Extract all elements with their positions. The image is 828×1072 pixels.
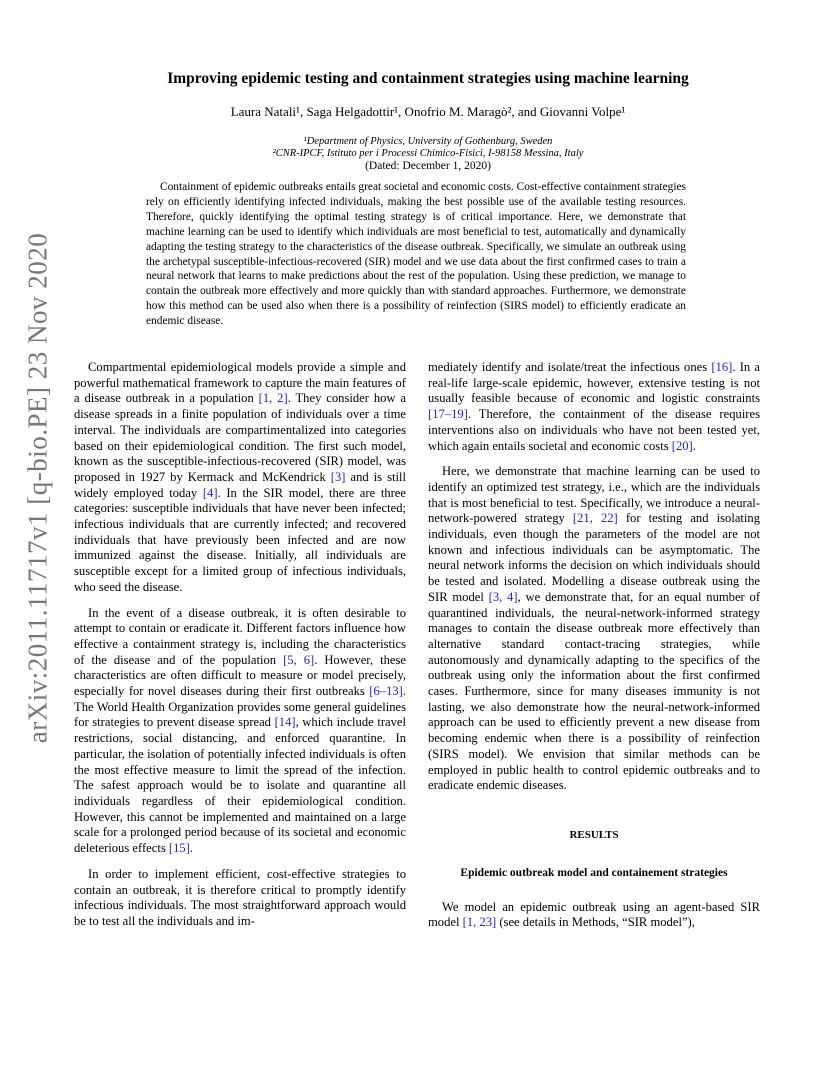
paragraph: [428, 900, 760, 931]
text-run: In order to implement efficient, cost-effective strategies to contain an outbreak, it is therefore critical to promptly identify infectious individuals. The most straightforward approach would be to test all the individuals and im-: [74, 866, 406, 928]
text-run: . However, these characteristics are often difficult to measure or model precisely, especially for novel diseases during their first outbreaks: [74, 652, 407, 699]
citation-link[interactable]: [20]: [671, 438, 693, 453]
subsection-heading: Epidemic outbreak model and containement strategies: [460, 866, 728, 879]
text-run: .: [189, 841, 194, 856]
citation-link[interactable]: [1, 2]: [258, 391, 288, 406]
affiliation-1: ¹Department of Physics, University of Gothenburg, Sweden: [303, 136, 553, 147]
text-run: We model an epidemic outbreak using an agent-based SIR model: [428, 899, 760, 930]
paragraph: [428, 360, 760, 454]
text-run: . In a real-life large-scale epidemic, however, extensive testing is not usually feasible because of economic and logistic constraints: [428, 360, 760, 406]
text-run: (see details in Methods, “SIR model”),: [496, 915, 695, 930]
text-run: Here, we demonstrate that machine learning can be used to identify an optimized test strategy, i.e., which are the individuals that is most beneficial to test. Specifically, we introduce a neural-network-powered strategy: [428, 464, 760, 526]
text-run: and is still widely employed today: [74, 469, 406, 500]
citation-link[interactable]: [5, 6]: [283, 652, 315, 667]
affiliation-2: ²CNR-IPCF, Istituto per i Processi Chimico-Fisici, I-98158 Messina, Italy: [272, 148, 584, 159]
text-run: for testing and isolating individuals, even though the parameters of the model are not known and infectious individuals can be asymptomatic. The neural network informs the decision on which individuals should be tested and isolated. Modelling a disease outbreak using the SIR model: [428, 511, 761, 604]
text-run: . They consider how a disease spreads in a finite population of individuals over a time interval. The individuals are compartimentalized into categories based on their epidemiological condition. The first such model, known as the susceptible-infectious-recovered (SIR) model, was proposed in 1927 by Kermack and McKendrick: [74, 391, 406, 484]
text-run: , we demonstrate that, for an equal number of quarantined individuals, the neural-network-informed strategy manages to contain the disease outbreak more effectively than alternative standard contact-tracing strategies, while autonomously and dynamically adapting to the specifics of the outbreak using only the information about the first confirmed cases. Furthermore, since for many diseases immunity is not lasting, we also demonstrate how the neural-network-informed approach can be used to efficiently prevent a new disease from becoming endemic when there is a possibility of reinfection (SIRS model). We envision that similar methods can be employed in public health to control epidemic outbreaks and to eradicate endemic diseases.: [428, 589, 761, 793]
citation-link[interactable]: [4]: [202, 485, 218, 500]
paragraph: [428, 464, 760, 794]
paragraph: [74, 867, 406, 930]
paragraph: [74, 606, 406, 857]
text-run: . In the SIR model, there are three categories: susceptible individuals that have never been infected; infectious individuals that are currently infected; and recovered individuals that have previously been infected and are now immunized against the disease. Initially, all individuals are susceptible except for a limited group of infectious individuals, who seed the disease.: [74, 485, 406, 594]
author-list: Laura Natali¹, Saga Helgadottir¹, Onofrio M. Maragò², and Giovanni Volpe¹: [230, 104, 626, 119]
right-column: [428, 360, 760, 941]
date-line: (Dated: December 1, 2020): [365, 160, 491, 172]
text-run: . The World Health Organization provides some general guidelines for strategies to prevent disease spread: [74, 684, 406, 730]
arxiv-identifier: arXiv:2011.11717v1 [q-bio.PE] 23 Nov 2020: [22, 232, 53, 744]
citation-link[interactable]: [17–19]: [428, 407, 468, 422]
paper-title: Improving epidemic testing and containment strategies using machine learning: [167, 70, 689, 87]
section-heading: RESULTS: [569, 828, 619, 841]
citation-link[interactable]: [3]: [330, 469, 346, 484]
citation-link[interactable]: [1, 23]: [462, 915, 497, 930]
text-run: . Therefore, the containment of the disease requires interventions also on individuals who have not been tested yet, which again entails societal and economic costs: [428, 407, 760, 453]
citation-link[interactable]: [14]: [274, 715, 296, 730]
citation-link[interactable]: [15]: [168, 841, 190, 856]
abstract: Containment of epidemic outbreaks entails great societal and economic costs. Cost-effective containment strategies rely on efficiently identifying infected individuals, making the best possible use of the available testing resources. Therefore, quickly identifying the optimal testing strategy is of critical importance. Here, we demonstrate that machine learning can be used to identify which individuals are most beneficial to test, automatically and dynamically adapting the testing strategy to the characteristics of the disease outbreak. Specifically, we simulate an outbreak using the archetypal susceptible-infectious-recovered (SIR) model and we use data about the first confirmed cases to train a neural network that learns to make predictions about the rest of the population. Using these prediction, we manage to contain the outbreak more effectively and more quickly than with standard approaches. Furthermore, we demonstrate how this method can be used also when there is a possibility of reinfection (SIRS model) to efficiently eradicate an endemic disease.: [146, 181, 686, 328]
paragraph: [74, 360, 406, 596]
text-run: , which include travel restrictions, social distancing, and enforced quarantine. In particular, the isolation of potentially infected individuals is often the most effective measure to limit the spread of the infection. The safest approach would be to isolate and quarantine all individuals regardless of their epidemiological condition. However, this cannot be implemented and maintained on a large scale for a prolonged period because of its societal and economic deleterious effects: [74, 715, 406, 856]
text-run: .: [692, 438, 696, 453]
arxiv-sidebar: [8, 232, 68, 744]
citation-link[interactable]: [6–13]: [369, 684, 403, 699]
text-run: Compartmental epidemiological models provide a simple and powerful mathematical framework to capture the main features of a disease outbreak in a population: [74, 360, 406, 406]
left-column: [74, 360, 406, 940]
text-run: In the event of a disease outbreak, it is often desirable to attempt to contain or eradicate it. Different factors influence how effective a containment strategy is, including the characteristics of the disease and of the population: [74, 605, 406, 667]
citation-link[interactable]: [16]: [711, 360, 733, 374]
citation-link[interactable]: [3, 4]: [488, 589, 518, 604]
citation-link[interactable]: [21, 22]: [572, 511, 618, 526]
text-run: mediately identify and isolate/treat the infectious ones: [428, 360, 712, 374]
